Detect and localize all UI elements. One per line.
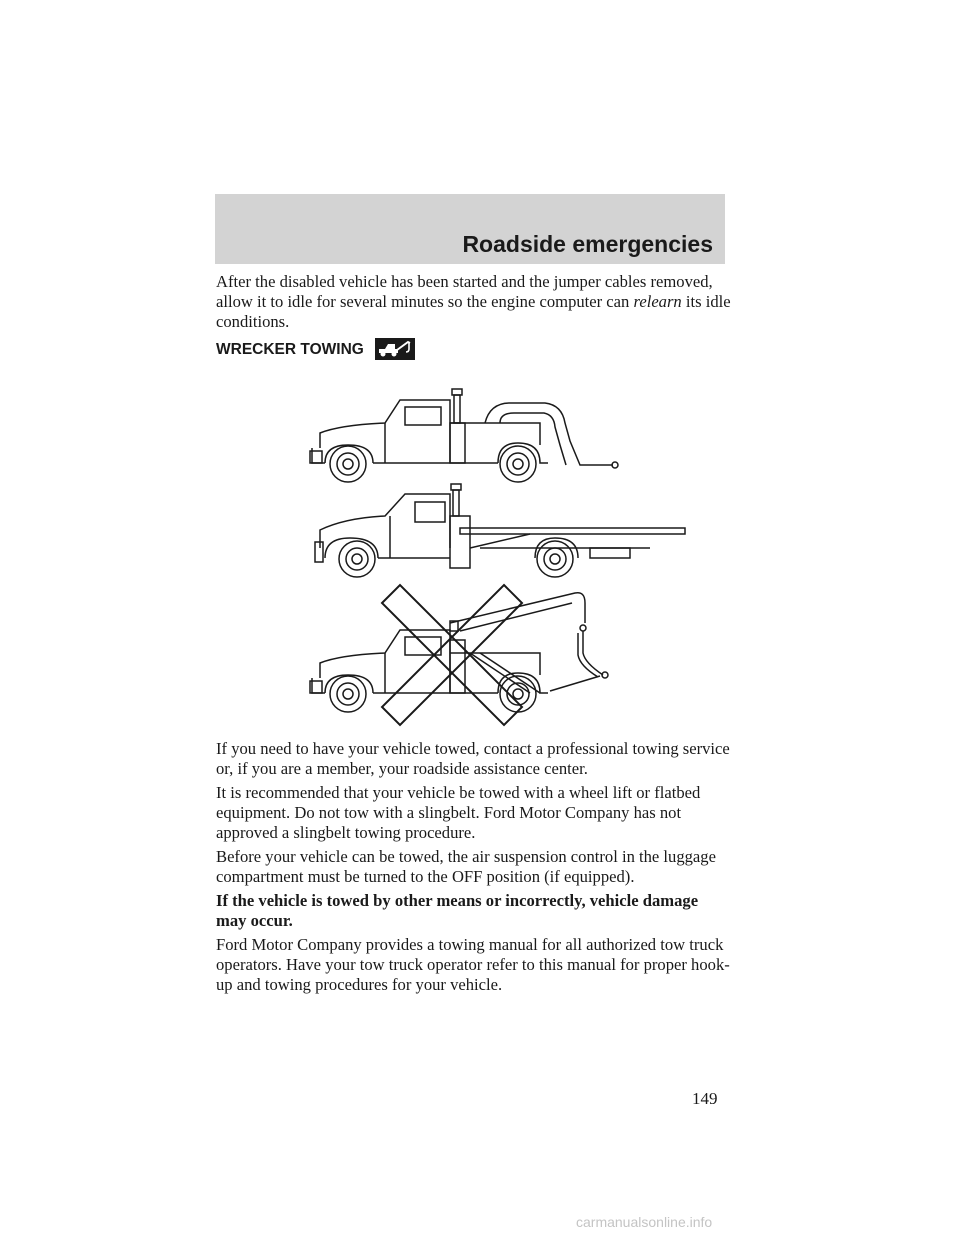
wrecker-towing-heading: WRECKER TOWING <box>216 341 364 358</box>
intro-text-end: its idle conditions. <box>216 292 731 331</box>
air-suspension-paragraph: Before your vehicle can be towed, the air suspension control in the luggage compartment must be turned to the OFF position (if equipped). <box>216 847 716 886</box>
section-header-band <box>215 194 725 264</box>
intro-text-start: After the disabled vehicle has been started and the jumper cables removed, allow it to idle for several minutes so the engine computer can <box>216 272 713 311</box>
intro-emphasis: relearn <box>633 292 682 311</box>
towing-methods-illustration <box>300 383 700 728</box>
tow-truck-icon <box>375 338 415 360</box>
slingbelt-truck-crossed-out <box>310 585 608 725</box>
prohibited-x-mark <box>382 585 522 725</box>
wheel-lift-recommendation-paragraph: It is recommended that your vehicle be towed with a wheel lift or flatbed equipment. Do not tow with a slingbelt. Ford Motor Company has not approved a slingbelt towing procedure. <box>216 783 701 842</box>
damage-warning-paragraph: If the vehicle is towed by other means or incorrectly, vehicle damage may occur. <box>216 891 699 930</box>
flatbed-truck <box>315 484 685 577</box>
watermark-text: carmanualsonline.info <box>576 1214 713 1230</box>
section-title: Roadside emergencies <box>462 231 713 257</box>
intro-paragraph <box>216 272 731 332</box>
towing-service-paragraph: If you need to have your vehicle towed, contact a professional towing service or, if you are a member, your roadside assistance center. <box>216 739 730 778</box>
page-number: 149 <box>692 1089 718 1108</box>
towing-manual-paragraph: Ford Motor Company provides a towing manual for all authorized tow truck operators. Have your tow truck operator refer to this manual for proper hook-up and towing procedures for your vehicle. <box>216 935 730 994</box>
wheel-lift-truck <box>310 389 618 482</box>
